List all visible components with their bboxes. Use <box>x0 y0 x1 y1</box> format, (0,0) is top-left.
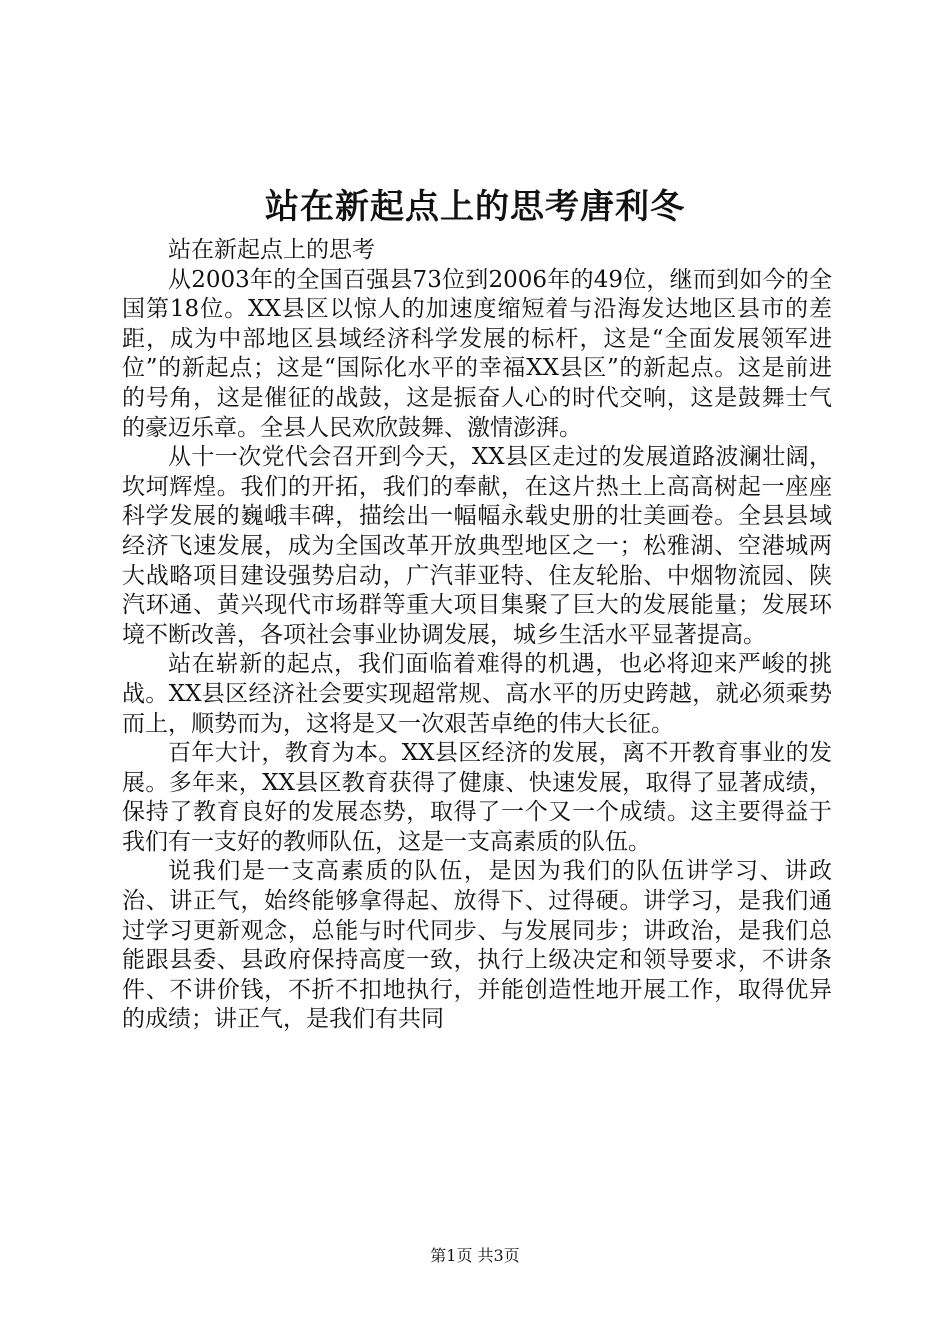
paragraph: 百年大计，教育为本。XX县区经济的发展，离不开教育事业的发展。多年来，XX县区教育获得了健康、快速发展，取得了显著成绩，保持了教育良好的发展态势，取得了一个又一个成绩。这主要得益于我们有一支好的教师队伍，这是一支高素质的队伍。 <box>122 740 832 855</box>
page-footer: 第1页 共3页 <box>430 1246 520 1265</box>
paragraph: 从2003年的全国百强县73位到2006年的49位，继而到如今的全国第18位。XX县区以惊人的加速度缩短着与沿海发达地区县市的差距，成为中部地区县域经济科学发展的标杆，这是“全面发展领军进位”的新起点；这是“国际化水平的幸福XX县区”的新起点。这是前进的号角，这是催征的战鼓，这是振奋人心的时代交响，这是鼓舞士气的豪迈乐章。全县人民欢欣鼓舞、激情澎湃。 <box>122 266 832 441</box>
document-title: 站在新起点上的思考唐利冬 <box>265 187 685 227</box>
paragraph-subtitle: 站在新起点上的思考 <box>168 237 375 263</box>
paragraph: 说我们是一支高素质的队伍，是因为我们的队伍讲学习、讲政治、讲正气，始终能够拿得起、放得下、过得硬。讲学习，是我们通过学习更新观念，总能与时代同步、与发展同步；讲政治，是我们总能跟县委、县政府保持高度一致，执行上级决定和领导要求，不讲条件、不讲价钱，不折不扣地执行，并能创造性地开展工作，取得优异的成绩；讲正气，是我们有共同 <box>122 858 832 1033</box>
document-body <box>122 236 832 1035</box>
paragraph: 站在崭新的起点，我们面临着难得的机遇，也必将迎来严峻的挑战。XX县区经济社会要实现超常规、高水平的历史跨越，就必须乘势而上，顺势而为，这将是又一次艰苦卓绝的伟大长征。 <box>122 651 832 737</box>
paragraph: 从十一次党代会召开到今天，XX县区走过的发展道路波澜壮阔，坎坷辉煌。我们的开拓，我们的奉献，在这片热土上高高树起一座座科学发展的巍峨丰碑，描绘出一幅幅永载史册的壮美画卷。全县县域经济飞速发展，成为全国改革开放典型地区之一；松雅湖、空港城两大战略项目建设强势启动，广汽菲亚特、住友轮胎、中烟物流园、陕汽环通、黄兴现代市场群等重大项目集聚了巨大的发展能量；发展环境不断改善，各项社会事业协调发展，城乡生活水平显著提高。 <box>122 444 832 648</box>
